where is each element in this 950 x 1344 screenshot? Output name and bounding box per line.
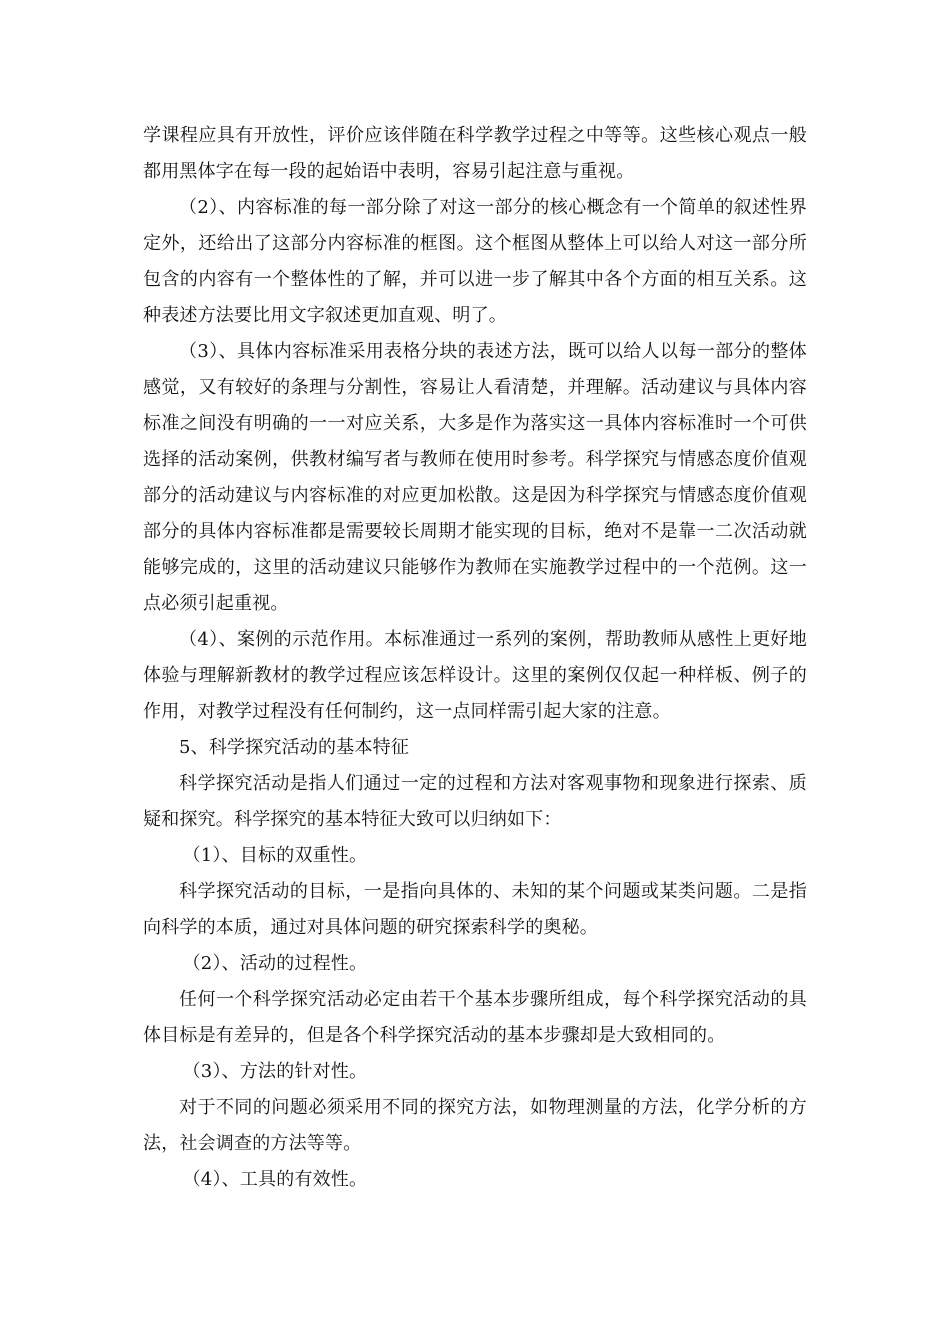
subheading-tools: （4）、工具的有效性。 bbox=[182, 1169, 368, 1190]
paragraph-item-4-case-examples: （4）、案例的示范作用。本标准通过一系列的案例，帮助教师从感性上更好地体验与理解新教材的教学过程应该怎样设计。这里的案例仅仅起一种样板、例子的作用，对教学过程没有任何制约，这一点同样需引起大家的注意。 bbox=[143, 629, 807, 722]
section-heading-inquiry-features: 5、科学探究活动的基本特征 bbox=[179, 737, 410, 758]
paragraph-process: 任何一个科学探究活动必定由若干个基本步骤所组成，每个科学探究活动的具体目标是有差异的，但是各个科学探究活动的基本步骤却是大致相同的。 bbox=[143, 989, 807, 1046]
subheading-method: （3）、方法的针对性。 bbox=[182, 1061, 368, 1082]
paragraph-continuation: 学课程应具有开放性，评价应该伴随在科学教学过程之中等等。这些核心观点一般都用黑体字在每一段的起始语中表明，容易引起注意与重视。 bbox=[143, 125, 807, 182]
subheading-dual-goals: （1）、目标的双重性。 bbox=[182, 845, 368, 866]
paragraph-method: 对于不同的问题必须采用不同的探究方法，如物理测量的方法，化学分析的方法，社会调查的方法等等。 bbox=[143, 1097, 807, 1154]
paragraph-item-2-content-framework: （2）、内容标准的每一部分除了对这一部分的核心概念有一个简单的叙述性界定外，还给出了这部分内容标准的框图。这个框图从整体上可以给人对这一部分所包含的内容有一个整体性的了解，并可以进一步了解其中各个方面的相互关系。这种表述方法要比用文字叙述更加直观、明了。 bbox=[143, 197, 807, 326]
paragraph-dual-goals: 科学探究活动的目标，一是指向具体的、未知的某个问题或某类问题。二是指向科学的本质，通过对具体问题的研究探索科学的奥秘。 bbox=[143, 881, 807, 938]
document-body bbox=[143, 118, 807, 1198]
paragraph-inquiry-definition: 科学探究活动是指人们通过一定的过程和方法对客观事物和现象进行探索、质疑和探究。科学探究的基本特征大致可以归纳如下： bbox=[143, 773, 807, 830]
paragraph-item-3-table-format: （3）、具体内容标准采用表格分块的表述方法，既可以给人以每一部分的整体感觉，又有较好的条理与分割性，容易让人看清楚，并理解。活动建议与具体内容标准之间没有明确的一一对应关系，大多是作为落实这一具体内容标准时一个可供选择的活动案例，供教材编写者与教师在使用时参考。科学探究与情感态度价值观部分的活动建议与内容标准的对应更加松散。这是因为科学探究与情感态度价值观部分的具体内容标准都是需要较长周期才能实现的目标，绝对不是靠一二次活动就能够完成的，这里的活动建议只能够作为教师在实施教学过程中的一个范例。这一点必须引起重视。 bbox=[143, 341, 807, 614]
subheading-process: （2）、活动的过程性。 bbox=[182, 953, 368, 974]
